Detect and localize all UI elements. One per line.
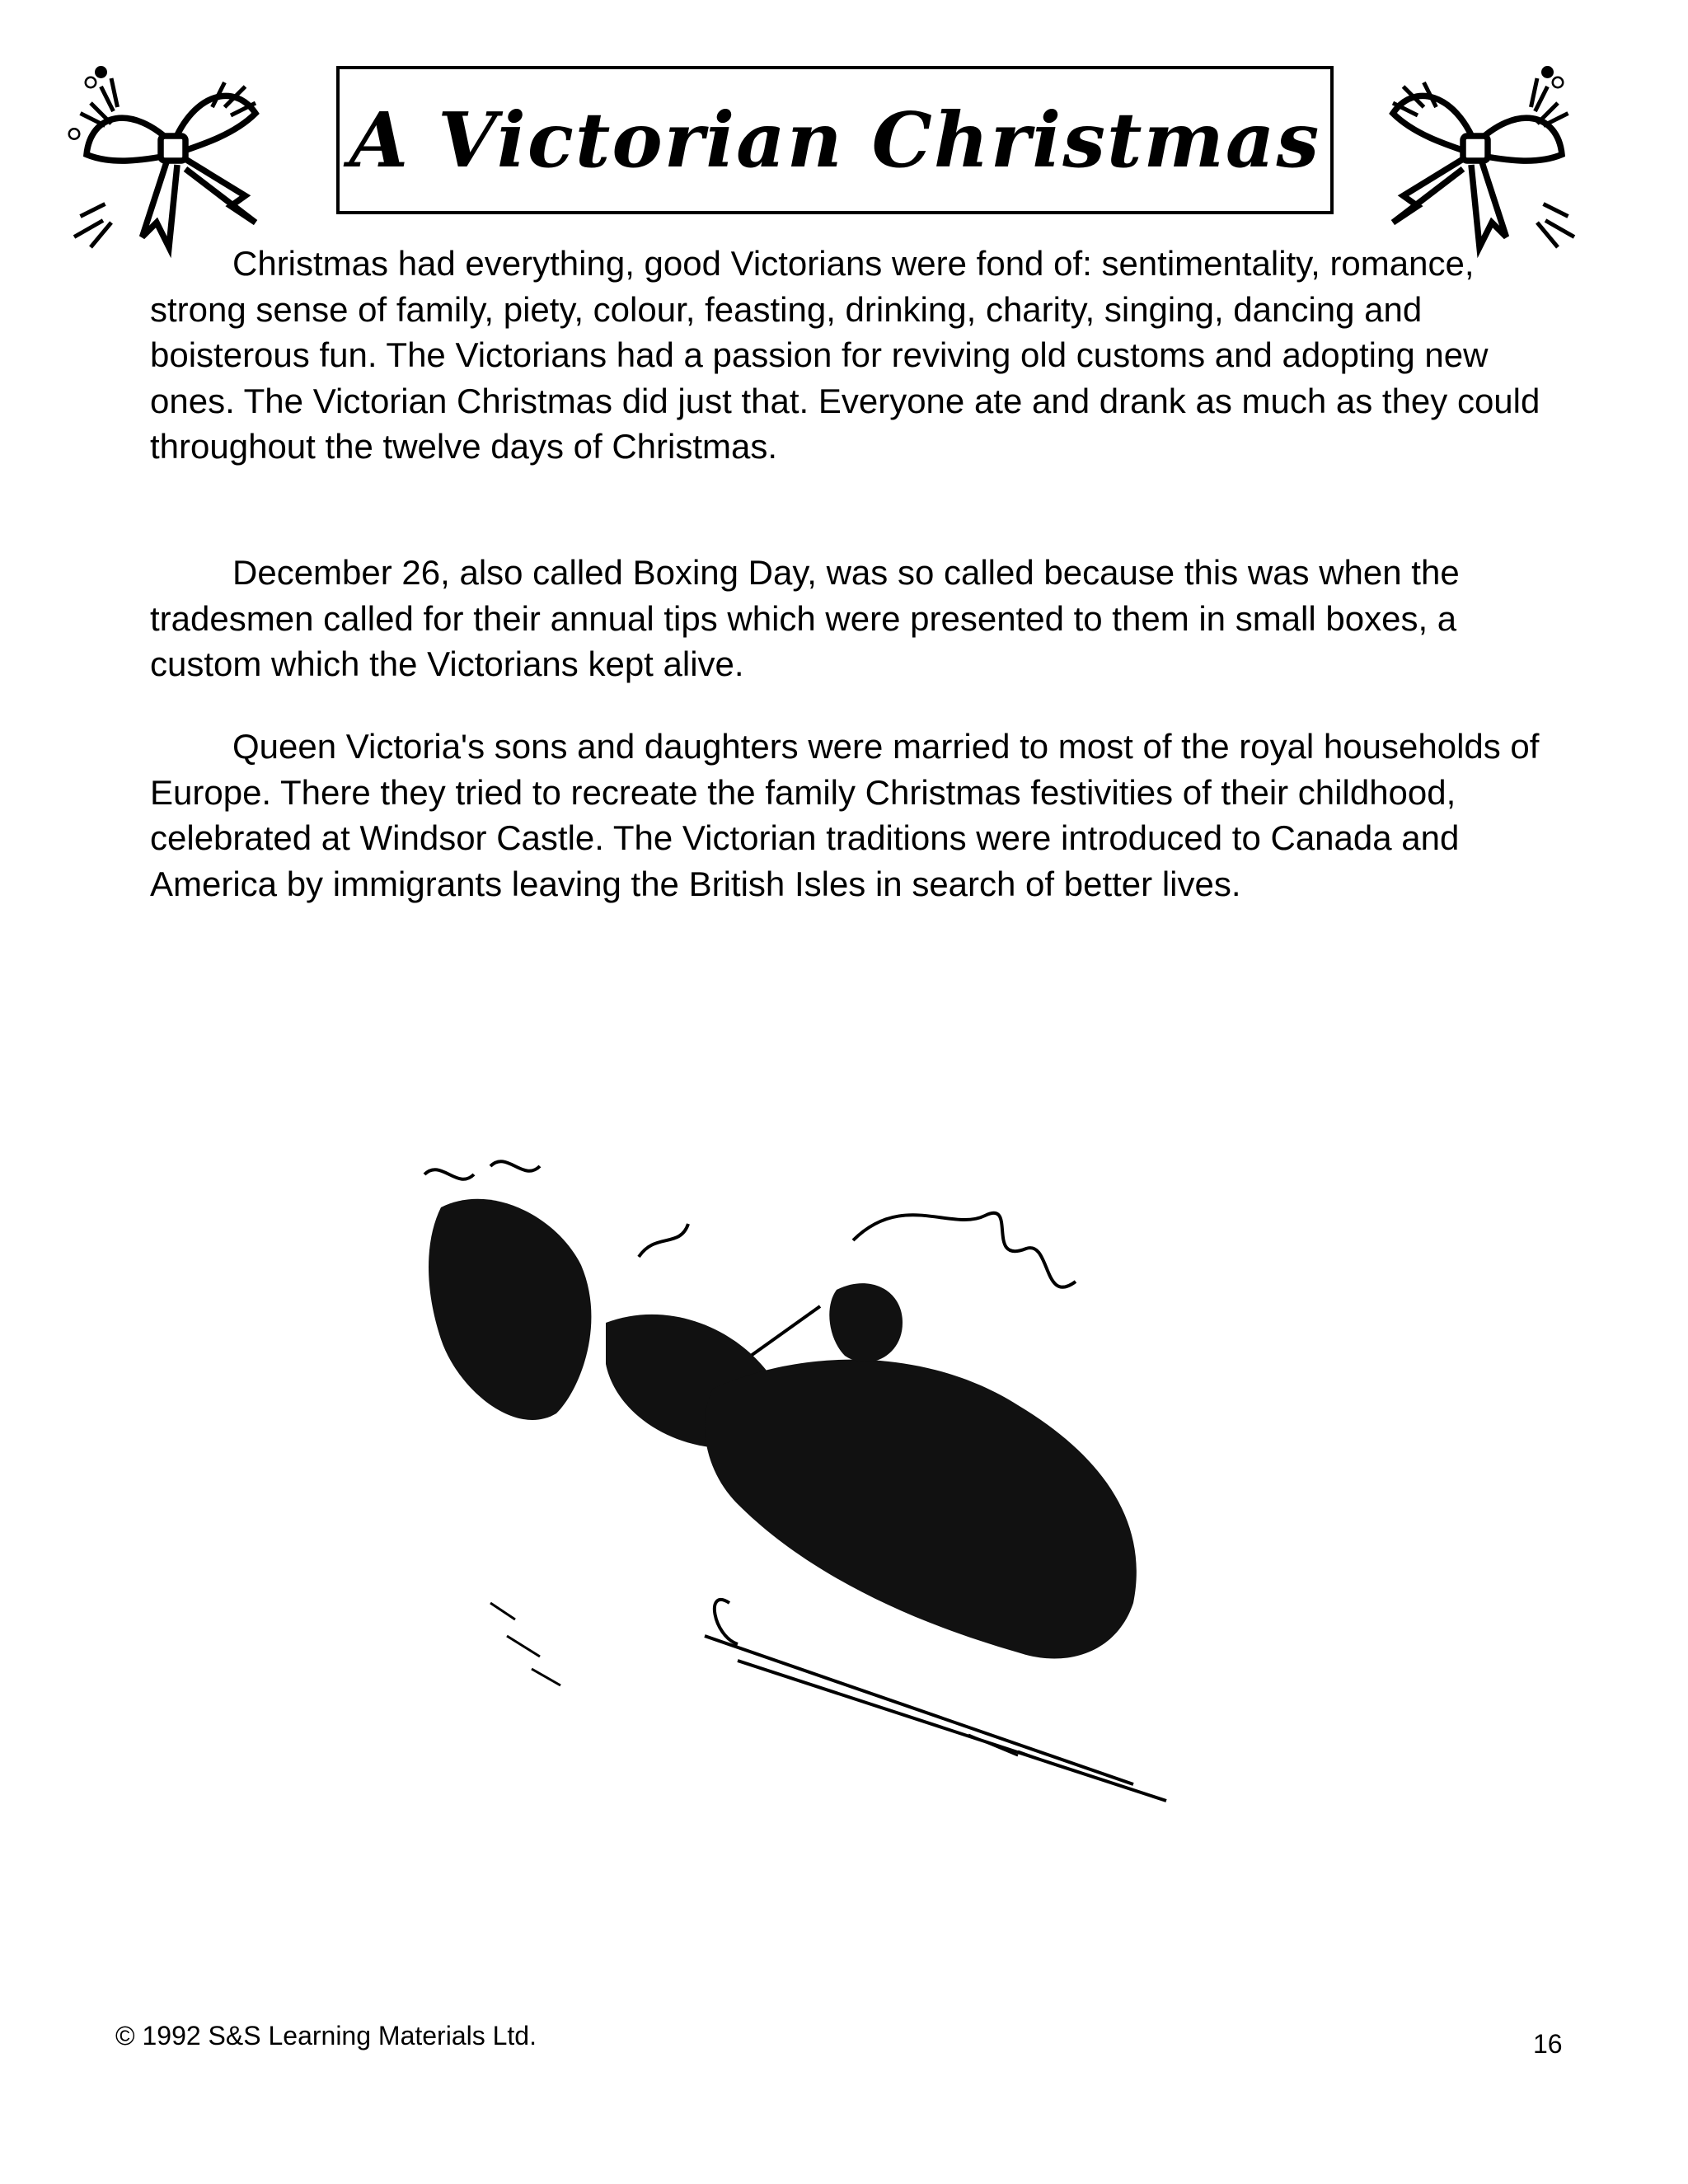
paragraph: Christmas had everything, good Victorians were fond of: sentimentality, romance, strong sense of family, piety, colour, feasting, drinking, charity, singing, dancing and boisterous fun. The Victorians had a passion for reviving old customs and adopting new ones. The Victorian Christmas did just that. Everyone ate and drank as much as they could throughout the twelve days of Christmas. — [150, 244, 1540, 466]
reindeer-sleigh-illustration — [392, 1141, 1257, 1809]
paragraph-3-container — [150, 724, 1551, 907]
paragraph: Queen Victoria's sons and daughters were married to most of the royal households of Europe. There they tried to recreate the family Christmas festivities of their childhood, celebrated at Windsor Castle. The Victorian traditions were introduced to Canada and America by immigrants leaving the British Isles in search of better lives. — [150, 727, 1540, 903]
paragraph-1-container — [150, 241, 1551, 470]
paragraph: December 26, also called Boxing Day, was so called because this was when the tradesmen called for their annual tips which were presented to them in small boxes, a custom which the Victorians kept alive. — [150, 553, 1460, 683]
page-title: A Victorian Christmas — [349, 96, 1321, 185]
page-number: 16 — [1533, 2029, 1563, 2059]
paragraph-2-container — [150, 550, 1551, 687]
title-box — [336, 66, 1334, 214]
copyright-notice: © 1992 S&S Learning Materials Ltd. — [115, 2021, 537, 2050]
